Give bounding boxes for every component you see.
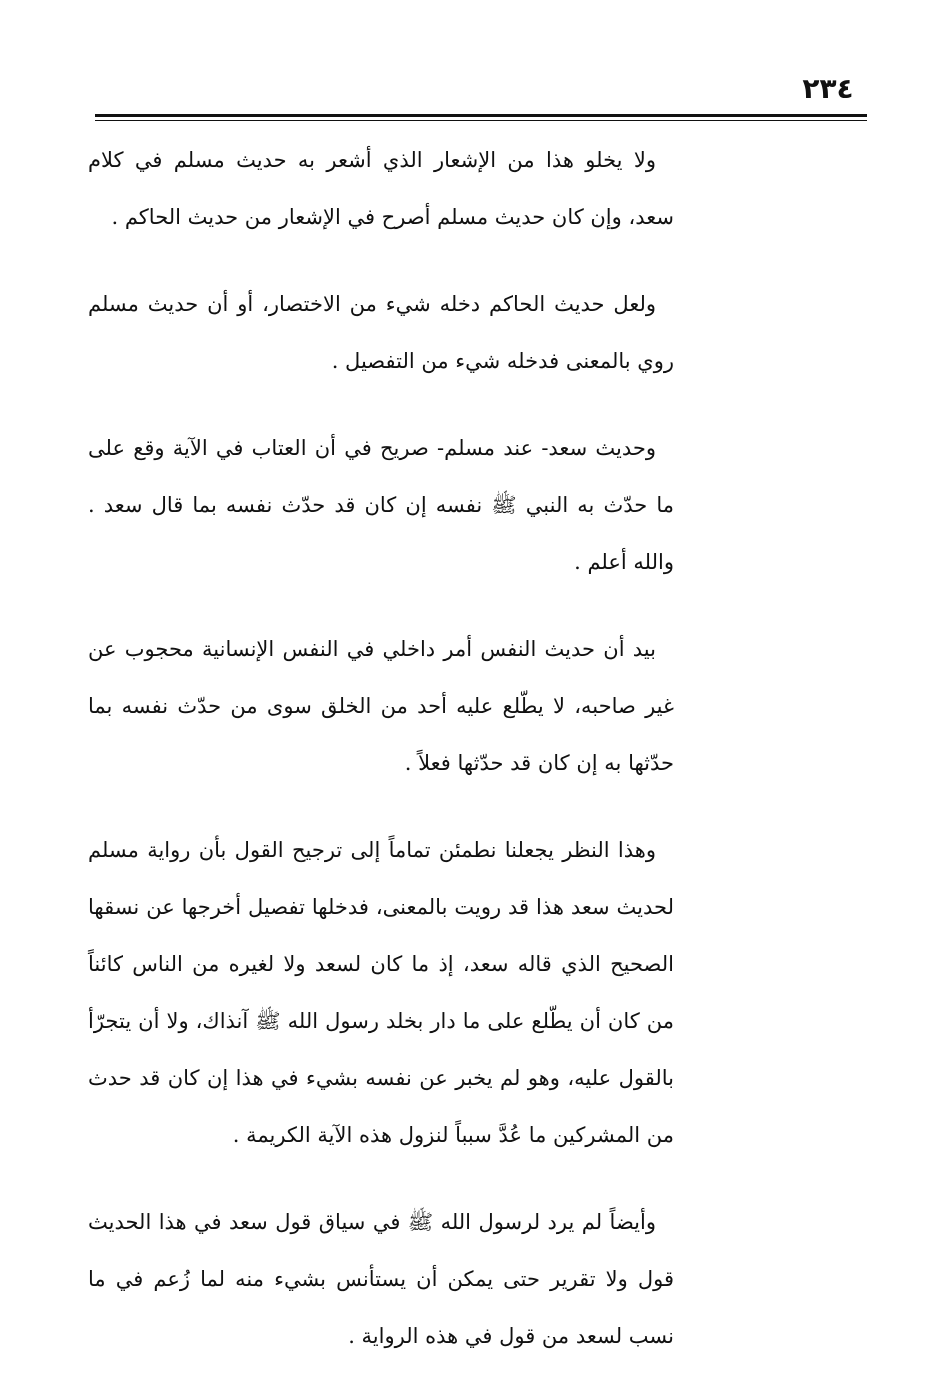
paragraph-3: وحديث سعد- عند مسلم- صريح في أن العتاب في الآية وقع على ما حدّث به النبي ﷺ نفسه إن كان قد حدّث نفسه بما قال سعد . والله أعلم .: [88, 436, 674, 574]
paragraph-5: وهذا النظر يجعلنا نطمئن تماماً إلى ترجيح القول بأن رواية مسلم لحديث سعد هذا قد رويت بالمعنى، فدخلها تفصيل أخرجها عن نسقها الصحيح الذي قاله سعد، إذ ما كان لسعد ولا لغيره من الناس كائناً من كان أن يطّلع على ما دار بخلد رسول الله ﷺ آنذاك، ولا أن يتجرّأ بالقول عليه، وهو لم يخبر عن نفسه بشيء في هذا إن كان قد حدث من المشركين ما عُدَّ سبباً لنزول هذه الآية الكريمة .: [88, 838, 674, 1147]
paragraph-1: ولا يخلو هذا من الإشعار الذي أشعر به حديث مسلم في كلام سعد، وإن كان حديث مسلم أصرح في الإشعار من حديث الحاكم .: [88, 148, 674, 229]
body-text: [88, 132, 674, 1395]
paragraph-4: بيد أن حديث النفس أمر داخلي في النفس الإنسانية محجوب عن غير صاحبه، لا يطّلع عليه أحد من الخلق سوى من حدّث نفسه بما حدّثها به إن كان قد حدّثها فعلاً .: [88, 637, 674, 775]
paragraph-6: وأيضاً لم يرد لرسول الله ﷺ في سياق قول سعد في هذا الحديث قول ولا تقرير حتى يمكن أن يستأنس بشيء منه لما زُعم في ما نسب لسعد من قول في هذه الرواية .: [88, 1210, 674, 1348]
page-number: ٢٣٤: [802, 72, 854, 105]
header-rule: [95, 114, 867, 117]
paragraph-2: ولعل حديث الحاكم دخله شيء من الاختصار، أو أن حديث مسلم روي بالمعنى فدخله شيء من التفصيل .: [88, 292, 674, 373]
